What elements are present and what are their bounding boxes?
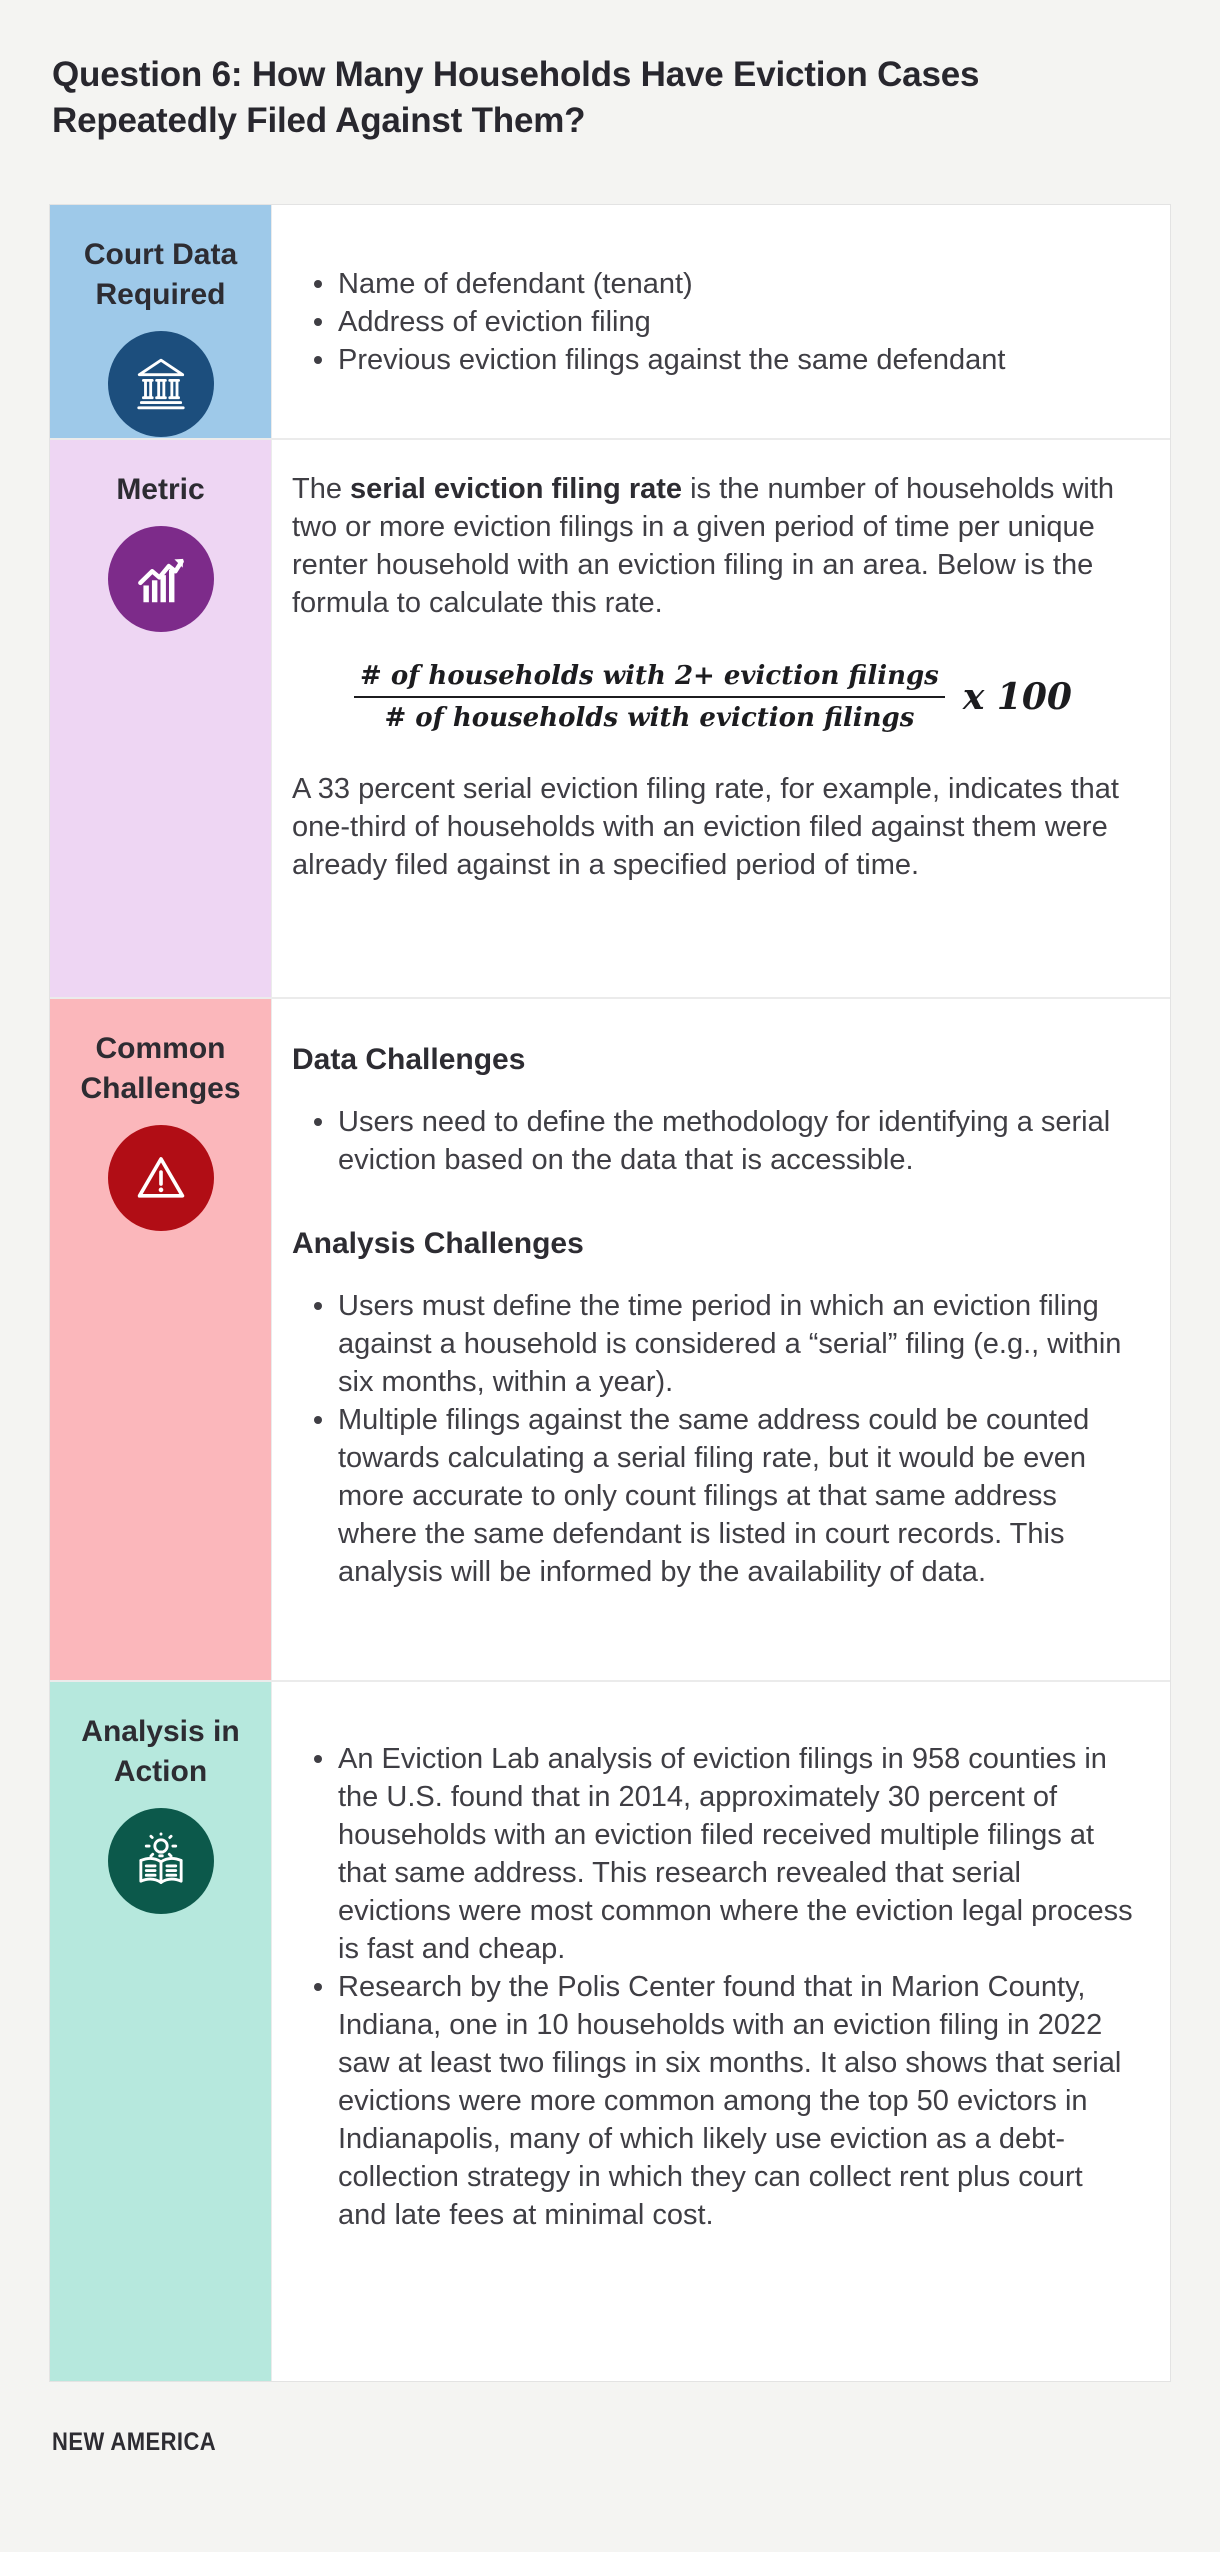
list-item: Multiple filings against the same address could be counted towards calculating a serial filing rate, but it would be even more accurate to only count filings at that same address where the same defendant is listed in court records. This analysis will be informed by the availability of data. (292, 1401, 1134, 1591)
formula-denominator: # of households with eviction filings (384, 703, 915, 733)
bar-chart-growth-icon (108, 526, 214, 632)
data-challenges-section (292, 1041, 1134, 1179)
row-content-metric (272, 440, 1170, 997)
analysis-challenges-section (292, 1225, 1134, 1591)
list-item: An Eviction Lab analysis of eviction filings in 958 counties in the U.S. found that in 2014, approximately 30 percent of households with an eviction filed received multiple filings at that same address. This research revealed that serial evictions were most common where the eviction legal process is fast and cheap. (292, 1740, 1134, 1968)
list-item: Address of eviction filing (292, 303, 1005, 341)
formula-multiplier: x 100 (962, 676, 1072, 718)
formula-numerator: # of households with 2+ eviction filings (354, 658, 945, 698)
courthouse-icon (108, 331, 214, 437)
intro-rest: is the number of households with two or more eviction filings in a given period of time per unique renter household with an eviction filing in an area. Below is the formula to calculate this rate. (292, 473, 1115, 619)
row-label-cell-metric (50, 440, 272, 997)
list-item: Previous eviction filings against the same defendant (292, 341, 1005, 379)
row-content-analysis-in-action (272, 1682, 1170, 2381)
row-label: Analysis in Action (81, 1715, 240, 1788)
row-content-common-challenges (272, 999, 1170, 1680)
warning-icon (108, 1125, 214, 1231)
analysis-in-action-bullet-list (292, 1740, 1134, 2234)
row-label: Common Challenges (80, 1032, 241, 1105)
section-heading: Analysis Challenges (292, 1227, 584, 1260)
intro-prefix: The (292, 473, 351, 505)
list-item: Users must define the time period in which an eviction filing against a household is considered a “serial” filing (e.g., within six months, within a year). (292, 1287, 1134, 1401)
metric-example-paragraph: A 33 percent serial eviction filing rate, for example, indicates that one-third of households with an eviction filed against them were already filed against in a specified period of time. (292, 773, 1119, 881)
table-row-metric (50, 438, 1170, 997)
table-row-court-data (50, 205, 1170, 438)
analysis-challenges-bullet-list (292, 1287, 1134, 1591)
row-label: Court Data Required (83, 238, 238, 311)
intro-bold-term: serial eviction filing rate (350, 473, 683, 505)
formula-fraction (354, 658, 945, 736)
page-title: Question 6: How Many Households Have Eviction Cases Repeatedly Filed Against Them? (52, 55, 980, 140)
row-label-cell-common-challenges (50, 999, 272, 1680)
new-america-logo: NEW AMERICA (52, 2428, 217, 2456)
table-row-analysis-in-action (50, 1680, 1170, 2381)
table-row-common-challenges (50, 997, 1170, 1680)
row-label-cell-analysis-in-action (50, 1682, 272, 2381)
serial-filing-rate-formula (354, 658, 1072, 736)
list-item: Users need to define the methodology for identifying a serial eviction based on the data that is accessible. (292, 1103, 1134, 1179)
court-data-bullet-list (292, 265, 1005, 379)
list-item: Name of defendant (tenant) (292, 265, 1005, 303)
row-label-cell-court-data (50, 205, 272, 438)
row-label: Metric (116, 473, 205, 506)
book-idea-icon (108, 1808, 214, 1914)
info-table (49, 204, 1171, 2382)
metric-intro-paragraph (292, 470, 1134, 622)
list-item: Research by the Polis Center found that in Marion County, Indiana, one in 10 households with an eviction filing in 2022 saw at least two filings in six months. It also shows that serial evictions were more common among the top 50 evictors in Indianapolis, many of which likely use eviction as a debt-collection strategy in which they can collect rent plus court and late fees at minimal cost. (292, 1968, 1134, 2234)
row-content-court-data (272, 205, 1170, 438)
data-challenges-bullet-list (292, 1103, 1134, 1179)
section-heading: Data Challenges (292, 1043, 526, 1076)
